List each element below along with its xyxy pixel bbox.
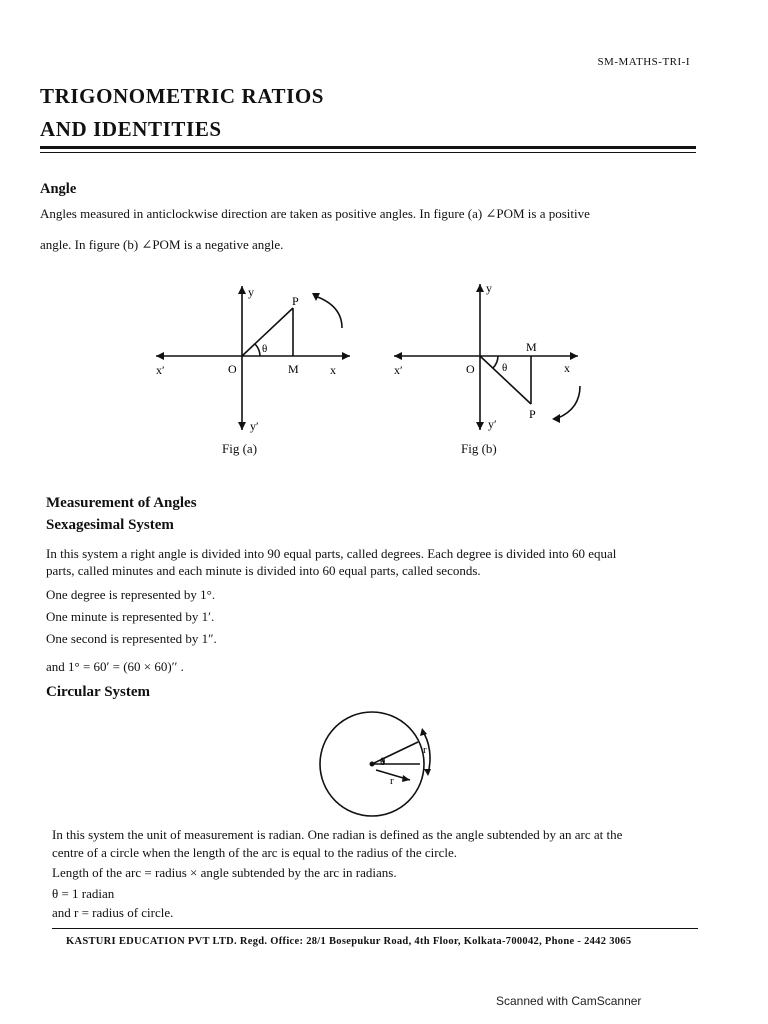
fig-b-label-p: P: [529, 407, 536, 421]
radius-marker-arrowhead: [402, 775, 410, 782]
footer-address: KASTURI EDUCATION PVT LTD. Regd. Office: 28/1 Bosepukur Road, 4th Floor, Kolkata-700042, Phone - 2442 3065: [66, 936, 632, 947]
scanner-watermark: Scanned with CamScanner: [496, 994, 642, 1008]
fig-a-label-p: P: [292, 294, 299, 308]
page-title-line-2: AND IDENTITIES: [40, 117, 222, 141]
fig-b-rotation-arrow: [558, 386, 580, 418]
radian-paragraph-line-2: centre of a circle when the length of the arc is equal to the radius of the circle.: [52, 845, 457, 860]
radius-definition-line: and r = radius of circle.: [52, 905, 174, 920]
figure-a-diagram: [150, 278, 360, 438]
figure-b-diagram: [388, 278, 598, 438]
angle-paragraph-line-1: Angles measured in anticlockwise direction are taken as positive angles. In figure (a) ∠POM is a positive: [40, 206, 590, 221]
fig-a-label-y: y: [248, 285, 254, 299]
degree-line: One degree is represented by 1°.: [46, 587, 216, 602]
radian-definition-line: θ = 1 radian: [52, 886, 115, 901]
fig-a-x-arrowhead: [342, 352, 350, 360]
fig-b-y-arrowhead: [476, 284, 484, 292]
fig-b-y-neg-arrowhead: [476, 422, 484, 430]
subheading-sexagesimal: Sexagesimal System: [46, 517, 174, 533]
radian-paragraph-line-1: In this system the unit of measurement is radian. One radian is defined as the angle subtended by an arc at the: [52, 827, 623, 842]
fig-a-x-neg-arrowhead: [156, 352, 164, 360]
angle-paragraph-line-2: angle. In figure (b) ∠POM is a negative angle.: [40, 237, 284, 252]
fig-a-label-x-neg: x′: [156, 363, 165, 377]
arc-marker-arrowhead-bottom: [424, 769, 431, 776]
section-heading-angle: Angle: [40, 181, 77, 197]
circle-radian-diagram: [310, 708, 450, 820]
fig-b-angle-arc: [493, 356, 498, 368]
fig-a-ray-op: [242, 308, 293, 356]
fig-b-label-theta: θ: [502, 362, 508, 374]
fig-a-angle-arc: [255, 344, 260, 356]
second-line: One second is represented by 1″.: [46, 631, 217, 646]
fig-a-label-x: x: [330, 363, 336, 377]
fig-a-label-y-neg: y′: [250, 419, 259, 433]
minute-line: One minute is represented by 1′.: [46, 609, 215, 624]
title-rule-thick: [40, 146, 696, 149]
page-title-line-1: TRIGONOMETRIC RATIOS: [40, 84, 325, 108]
fig-a-y-neg-arrowhead: [238, 422, 246, 430]
fig-b-label-y-neg: y′: [488, 417, 497, 431]
conversion-line: and 1° = 60′ = (60 × 60)′′ .: [46, 659, 184, 674]
fig-b-label-x: x: [564, 361, 570, 375]
arc-marker-arrowhead-top: [420, 728, 427, 736]
sexagesimal-paragraph-line-1: In this system a right angle is divided into 90 equal parts, called degrees. Each degree is divided into 60 equal: [46, 546, 617, 561]
circle-label-arc-r: r: [423, 744, 427, 756]
fig-b-label-x-neg: x′: [394, 363, 403, 377]
footer-rule: [52, 928, 698, 929]
title-rule-thin: [40, 152, 696, 153]
document-code: SM-MATHS-TRI-I: [597, 56, 690, 68]
figure-a-caption: Fig (a): [222, 441, 258, 456]
figure-b-caption: Fig (b): [461, 441, 497, 456]
fig-a-y-arrowhead: [238, 286, 246, 294]
section-heading-measurement: Measurement of Angles: [46, 495, 197, 511]
fig-b-x-arrowhead: [570, 352, 578, 360]
circle-label-radius-r: r: [390, 775, 394, 787]
fig-b-label-o: O: [466, 362, 475, 376]
fig-b-rotation-arrowhead: [552, 414, 560, 423]
subheading-circular-system: Circular System: [46, 684, 151, 700]
fig-b-x-neg-arrowhead: [394, 352, 402, 360]
fig-a-label-theta: θ: [262, 343, 268, 355]
fig-a-rotation-arrow: [315, 296, 342, 328]
fig-a-label-o: O: [228, 362, 237, 376]
sexagesimal-paragraph-line-2: parts, called minutes and each minute is divided into 60 equal parts, called seconds.: [46, 563, 481, 578]
arc-length-formula: Length of the arc = radius × angle subtended by the arc in radians.: [52, 865, 397, 880]
circle-centre-point: [370, 762, 375, 767]
circle-label-theta: θ: [380, 756, 386, 768]
fig-b-label-y: y: [486, 281, 492, 295]
fig-a-label-m: M: [288, 362, 299, 376]
radius-line-upper: [372, 742, 418, 764]
fig-b-label-m: M: [526, 340, 537, 354]
